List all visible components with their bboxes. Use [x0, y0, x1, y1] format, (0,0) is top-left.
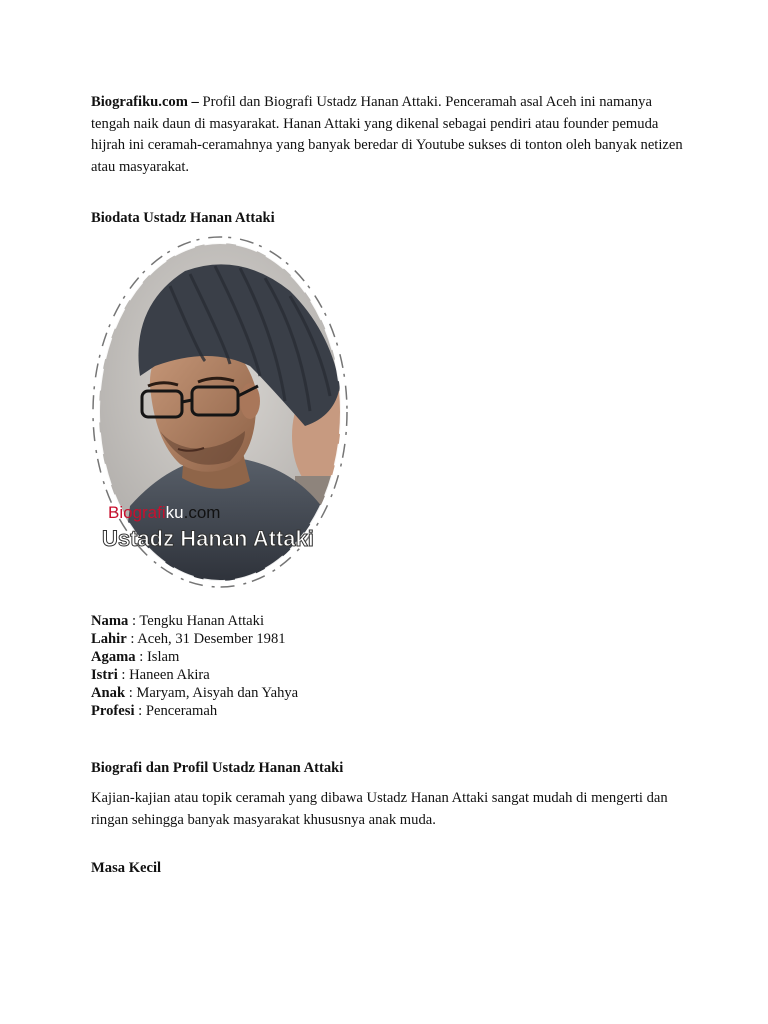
- biodata-item-nama: Nama : Tengku Hanan Attaki: [91, 613, 265, 629]
- watermark-name: Ustadz Hanan Attaki: [102, 526, 314, 551]
- biodata-item-profesi: Profesi : Penceramah: [91, 703, 218, 719]
- intro-text: Profil dan Biografi Ustadz Hanan Attaki. Penceramah asal Aceh ini namanya tengah naik daun di masyarakat. Hanan Attaki yang dikenal sebagai pendiri atau founder pemuda hijrah ini ceramah-ceramahnya yang banyak beredar di Youtube sukses di tonton oleh banyak netizen atau masyarakat.: [91, 94, 683, 175]
- biodata-item-lahir: Lahir : Aceh, 31 Desember 1981: [91, 631, 286, 647]
- portrait-image: [90, 236, 350, 588]
- biodata-list: [91, 612, 298, 720]
- biodata-heading: Biodata Ustadz Hanan Attaki: [91, 210, 275, 226]
- intro-paragraph: [91, 92, 691, 178]
- watermark-brand: Biografiku.com: [108, 503, 221, 522]
- biodata-item-istri: Istri : Haneen Akira: [91, 667, 210, 683]
- biografi-paragraph: Kajian-kajian atau topik ceramah yang dibawa Ustadz Hanan Attaki sangat mudah di mengerti dan ringan sehingga banyak masyarakat khususnya anak muda.: [91, 790, 668, 828]
- masa-kecil-heading: Masa Kecil: [91, 860, 162, 876]
- biodata-item-anak: Anak : Maryam, Aisyah dan Yahya: [91, 685, 299, 701]
- biografi-heading: Biografi dan Profil Ustadz Hanan Attaki: [91, 760, 344, 776]
- biodata-item-agama: Agama : Islam: [91, 649, 180, 665]
- intro-brand: Biografiku.com –: [91, 94, 199, 110]
